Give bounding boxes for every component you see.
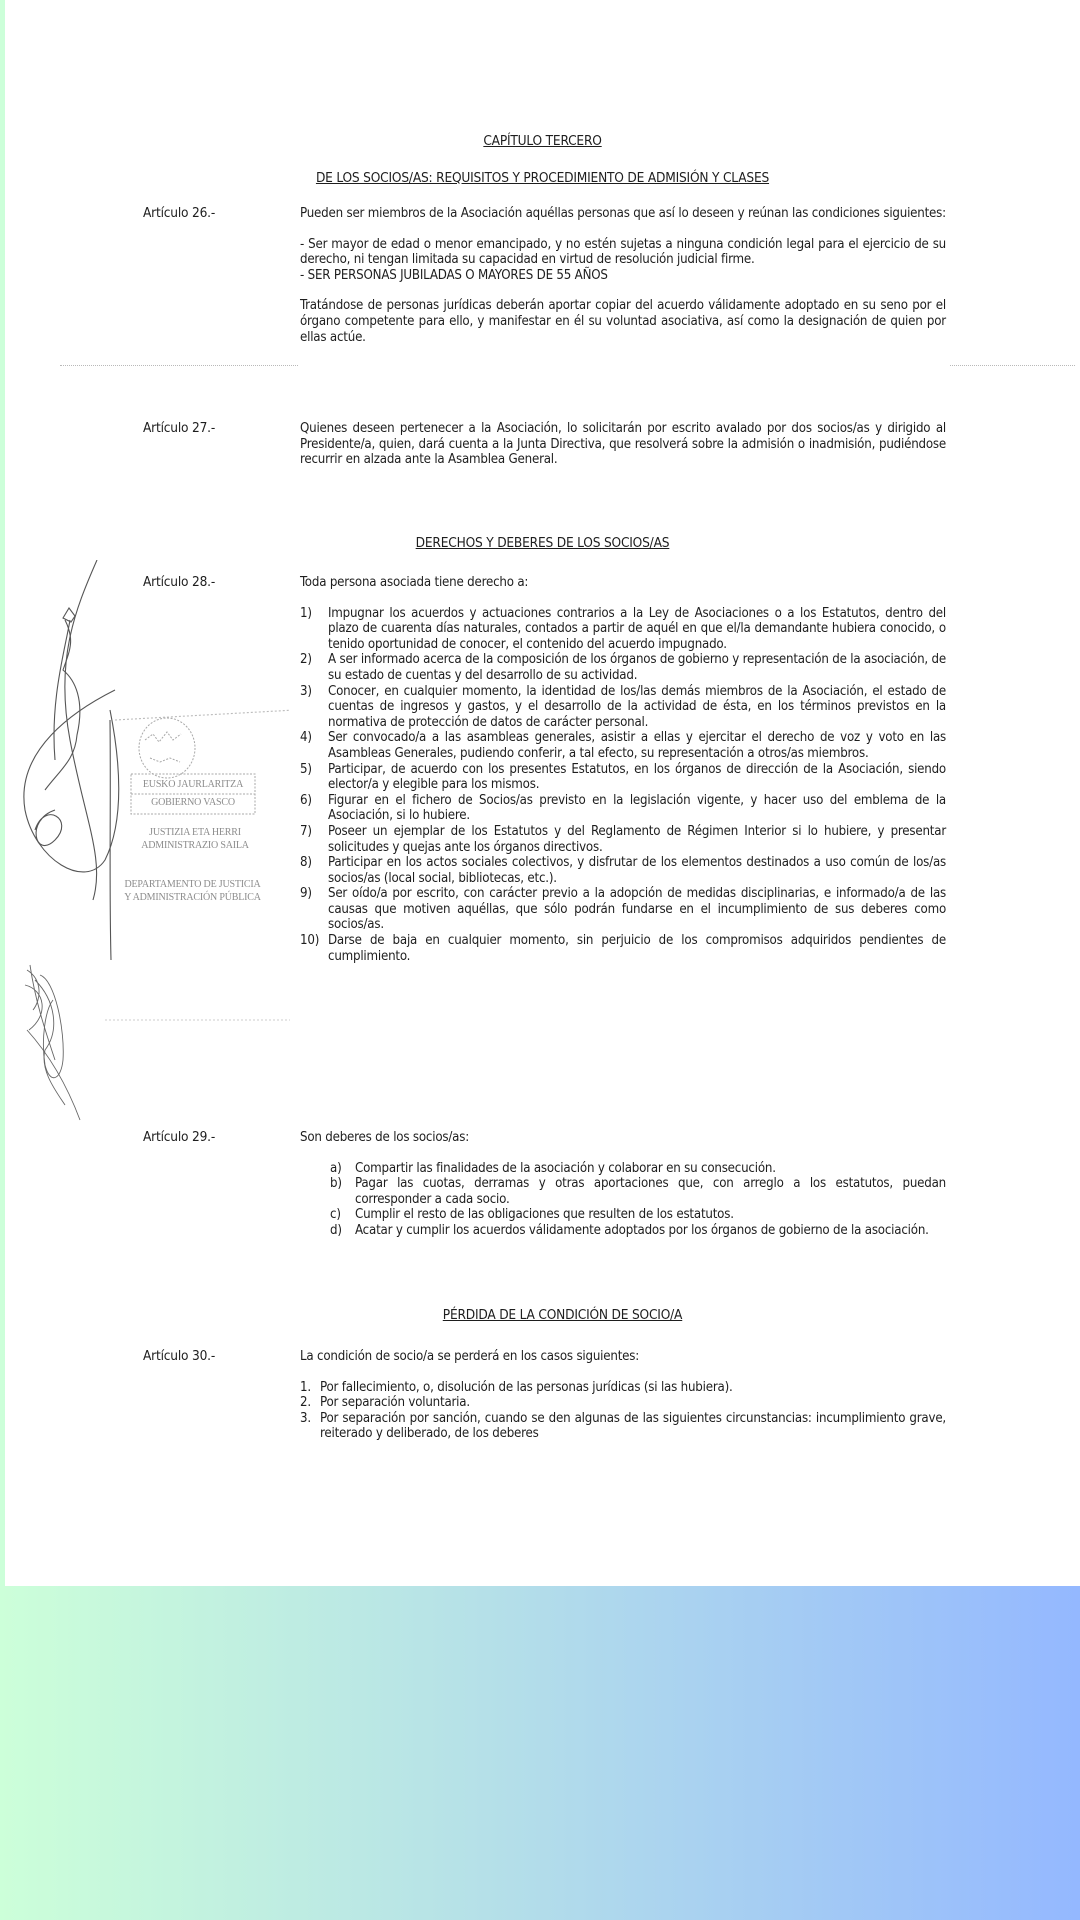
duty-item-number: b) bbox=[330, 1176, 342, 1192]
right-item bbox=[300, 652, 946, 683]
dotted-margin-line-left bbox=[60, 365, 298, 366]
document-page bbox=[5, 0, 1080, 1586]
loss-item bbox=[300, 1395, 946, 1411]
section-title-admission: DE LOS SOCIOS/AS: REQUISITOS Y PROCEDIMIENTO DE ADMISIÓN Y CLASES bbox=[315, 170, 770, 186]
loss-item-number: 3. bbox=[300, 1410, 311, 1426]
article-29-label: Artículo 29.- bbox=[143, 1129, 216, 1145]
right-item-number: 9) bbox=[300, 886, 312, 902]
right-item-text: Poseer un ejemplar de los Estatutos y del Reglamento de Régimen Interior si lo hubiere, y presentar solicitudes y quejas ante los órganos directivos. bbox=[328, 823, 946, 855]
stamp-line-3: JUSTIZIA ETA HERRI bbox=[149, 827, 241, 838]
right-item-text: Participar en los actos sociales colectivos, y disfrutar de los elementos destinados a uso común de los/as socios/as (local social, bibliotecas, etc.). bbox=[328, 855, 946, 886]
right-item-text: A ser informado acerca de la composición de los órganos de gobierno y representación de la asociación, de su estado de cuentas y del desarrollo de su actividad. bbox=[328, 652, 946, 683]
stamp-department-basque bbox=[115, 826, 275, 852]
right-item-text: Darse de baja en cualquier momento, sin perjuicio de los compromisos adquiridos pendientes de cumplimiento. bbox=[328, 933, 946, 964]
article-28-label: Artículo 28.- bbox=[143, 574, 216, 590]
duty-item bbox=[330, 1223, 946, 1239]
stamp-department-spanish bbox=[100, 878, 285, 904]
article-29-intro: Son deberes de los socios/as: bbox=[300, 1130, 470, 1145]
right-item-number: 3) bbox=[300, 683, 312, 699]
article-27-body bbox=[300, 421, 946, 468]
loss-item-text: Por separación voluntaria. bbox=[320, 1395, 470, 1411]
duty-item-text: Cumplir el resto de las obligaciones que resulten de los estatutos. bbox=[355, 1207, 734, 1223]
loss-item-number: 2. bbox=[300, 1395, 311, 1411]
right-item-text: Participar, de acuerdo con los presentes Estatutos, en los órganos de dirección de la Asociación, siendo elector/a y elegible para los mismos. bbox=[328, 761, 946, 793]
duties-list bbox=[330, 1161, 946, 1239]
article-26-label: Artículo 26.- bbox=[143, 205, 216, 221]
right-item-number: 1) bbox=[300, 605, 312, 621]
stamp-line-6: Y ADMINISTRACIÓN PÚBLICA bbox=[124, 892, 261, 903]
right-item-number: 5) bbox=[300, 761, 312, 777]
right-item-number: 8) bbox=[300, 855, 312, 871]
right-item-text: Ser oído/a por escrito, con carácter previo a la adopción de medidas disciplinarias, e informado/a de las causas que motiven aquéllas, que sólo podrán fundarse en el incumplimiento de sus deberes como socios/as. bbox=[328, 886, 946, 933]
duty-item bbox=[330, 1207, 946, 1223]
duty-item bbox=[330, 1161, 946, 1177]
loss-item bbox=[300, 1380, 946, 1396]
stamp-line-5: DEPARTAMENTO DE JUSTICIA bbox=[124, 879, 261, 890]
stamp-line-1: EUSKO JAURLARITZA bbox=[142, 779, 244, 790]
right-item bbox=[300, 762, 946, 793]
right-item bbox=[300, 886, 946, 933]
right-item-number: 4) bbox=[300, 730, 312, 746]
article-27-paragraph: Quienes deseen pertenecer a la Asociación, lo solicitarán por escrito avalado por dos socios/as y dirigido al Presidente/a, quien, dará cuenta a la Junta Directiva, que resolverá sobre la admisión o inadmisión, pudiéndose recurrir en alzada ante la Asamblea General. bbox=[300, 421, 946, 468]
duty-item-text: Acatar y cumplir los acuerdos válidamente adoptados por los órganos de gobierno de la asociación. bbox=[355, 1222, 929, 1238]
right-item bbox=[300, 793, 946, 824]
right-item bbox=[300, 606, 946, 653]
right-item bbox=[300, 730, 946, 761]
right-item-text: Ser convocado/a a las asambleas generales, asistir a ellas y ejercitar el derecho de voz y voto en las Asambleas Generales, pudiendo conferir, a tal efecto, su representación a otros/as miembros. bbox=[328, 730, 946, 761]
stamp-line-2: GOBIERNO VASCO bbox=[151, 797, 235, 808]
article-30-body bbox=[300, 1349, 946, 1442]
right-item bbox=[300, 855, 946, 886]
section-title-rights: DERECHOS Y DEBERES DE LOS SOCIOS/AS bbox=[415, 535, 670, 551]
dotted-margin-line-right bbox=[950, 365, 1075, 366]
duty-item bbox=[330, 1176, 946, 1207]
article-30-label: Artículo 30.- bbox=[143, 1348, 216, 1364]
duty-item-number: a) bbox=[330, 1160, 342, 1176]
right-item-text: Figurar en el fichero de Socios/as previsto en la legislación vigente, y hacer uso del emblema de la Asociación, si lo hubiere. bbox=[328, 792, 946, 824]
right-item-text: Impugnar los acuerdos y actuaciones contrarios a la Ley de Asociaciones o a los Estatutos, dentro del plazo de cuarenta días naturales, contados a partir de aquél en que el/la demandante hubiera conocido, o tenido oportunidad de conocer, el contenido del acuerdo impugnado. bbox=[328, 605, 946, 652]
chapter-title: CAPÍTULO TERCERO bbox=[483, 133, 602, 149]
article-26-body bbox=[300, 206, 946, 345]
right-item-number: 7) bbox=[300, 823, 312, 839]
document-body bbox=[5, 0, 1080, 1586]
rights-list bbox=[300, 606, 946, 965]
loss-item-text: Por fallecimiento, o, disolución de las personas jurídicas (si las hubiera). bbox=[320, 1379, 733, 1395]
official-stamp-and-signatures bbox=[15, 560, 290, 1140]
article-30-intro: La condición de socio/a se perderá en los casos siguientes: bbox=[300, 1349, 640, 1364]
right-item-number: 2) bbox=[300, 652, 312, 668]
article-26-requirement-age: - SER PERSONAS JUBILADAS O MAYORES DE 55 AÑOS bbox=[300, 267, 608, 283]
right-item bbox=[300, 684, 946, 731]
right-item bbox=[300, 933, 946, 964]
article-26-paragraph: Pueden ser miembros de la Asociación aquéllas personas que así lo deseen y reúnan las condiciones siguientes: bbox=[300, 206, 946, 221]
duty-item-number: c) bbox=[330, 1207, 341, 1223]
right-item bbox=[300, 824, 946, 855]
article-26-legal-persons: Tratándose de personas jurídicas deberán aportar copiar del acuerdo válidamente adoptado en su seno por el órgano competente para ello, y manifestar en él su voluntad asociativa, así como la designación de quien por ellas actúe. bbox=[300, 298, 946, 345]
article-26-requirement: - Ser mayor de edad o menor emancipado, y no estén sujetas a ninguna condición legal para el ejercicio de su derecho, ni tengan limitada su capacidad en virtud de resolución judicial firme. bbox=[300, 236, 946, 268]
duty-item-text: Compartir las finalidades de la asociación y colaborar en su consecución. bbox=[355, 1160, 776, 1176]
article-28-body bbox=[300, 575, 946, 964]
right-item-number: 10) bbox=[300, 933, 320, 949]
loss-item-text: Por separación por sanción, cuando se den algunas de las siguientes circunstancias: incumplimiento grave, reiterado y deliberado, de los deberes bbox=[320, 1410, 946, 1442]
loss-list bbox=[300, 1380, 946, 1442]
duty-item-text: Pagar las cuotas, derramas y otras aportaciones que, con arreglo a los estatutos, puedan corresponder a cada socio. bbox=[355, 1176, 946, 1207]
right-item-number: 6) bbox=[300, 792, 312, 808]
article-29-body bbox=[300, 1130, 946, 1239]
duty-item-number: d) bbox=[330, 1222, 342, 1238]
stamp-gov-text bbox=[131, 776, 255, 812]
section-title-loss: PÉRDIDA DE LA CONDICIÓN DE SOCIO/A bbox=[442, 1307, 683, 1323]
stamp-line-4: ADMINISTRAZIO SAILA bbox=[141, 840, 249, 851]
loss-item bbox=[300, 1411, 946, 1442]
right-item-text: Conocer, en cualquier momento, la identidad de los/las demás miembros de la Asociación, el estado de cuentas de ingresos y gastos, y el desarrollo de la actividad de ésta, en los términos previstos en la normativa de protección de datos de carácter personal. bbox=[328, 683, 946, 730]
article-28-intro: Toda persona asociada tiene derecho a: bbox=[300, 575, 529, 590]
loss-item-number: 1. bbox=[300, 1379, 311, 1395]
article-27-label: Artículo 27.- bbox=[143, 420, 216, 436]
